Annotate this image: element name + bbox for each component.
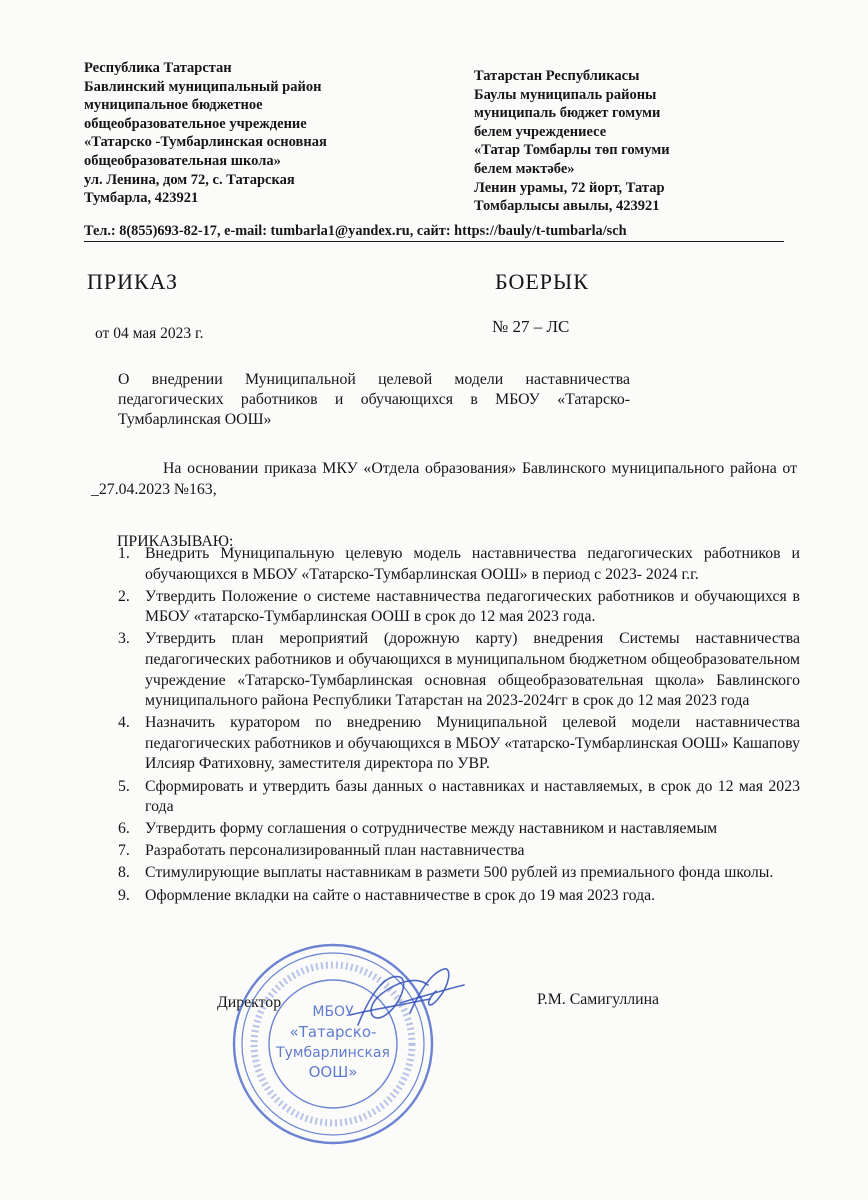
signature-name: Р.М. Самигуллина <box>537 991 660 1008</box>
header-left-line: Бавлинский муниципальный район <box>84 78 322 95</box>
header-left-line: Тумбарла, 423921 <box>84 190 199 207</box>
list-item <box>112 819 800 840</box>
item-text: Оформление вкладки на сайте о наставничестве в срок до 19 мая 2023 года. <box>145 886 656 904</box>
document-title-ru: ПРИКАЗ <box>87 269 179 294</box>
item-number: 9. <box>118 886 130 904</box>
header-left-line: общеобразовательная школа» <box>84 152 281 169</box>
item-number: 1. <box>118 545 130 562</box>
item-number: 2. <box>118 587 130 605</box>
item-text: Стимулирующие выплаты наставникам в размети 500 рублей из премиального фонда школы. <box>145 864 774 882</box>
header-right-block <box>474 67 774 216</box>
header-right-line: Баулы муниципаль районы <box>474 86 657 103</box>
header-right-line: Ленин урамы, 72 йорт, Татар <box>474 179 665 196</box>
list-item <box>112 777 800 818</box>
header-left-line: муниципальное бюджетное <box>84 97 263 114</box>
header-right-line: белем учреждениесе <box>474 123 607 140</box>
list-item <box>112 841 800 862</box>
header-left-line: «Татарско -Тумбарлинская основная <box>84 134 327 151</box>
header-right-line: белем мәктәбе» <box>474 160 575 177</box>
item-text: Внедрить Муниципальную целевую модель наставничества педагогических работников и обучающихся в МБОУ «Татарско-Тумбарлинская ООШ» в период с 2023- 2024 г.г. <box>145 545 800 583</box>
item-number: 7. <box>118 842 130 860</box>
item-number: 3. <box>118 630 130 648</box>
header-right-line: «Татар Томбарлы төп гомуми <box>474 142 670 159</box>
item-text: Сформировать и утвердить базы данных о наставниках и наставляемых, в срок до 12 мая 2023 года <box>145 777 800 816</box>
order-subject: О внедрении Муниципальной целевой модели наставничества педагогических работников и обучающихся в МБОУ «Татарско-Тумбарлинская ООШ» <box>118 371 630 428</box>
contact-line: Тел.: 8(855)693-82-17, e-mail: tumbarla1@yandex.ru, сайт: https://bauly/t-tumbarla/sch <box>84 223 784 242</box>
list-item <box>112 629 800 711</box>
item-number: 4. <box>118 714 130 732</box>
order-basis: На основании приказа МКУ «Отдела образования» Бавлинского муниципального района от _27.04.2023 №163, <box>91 460 797 498</box>
item-number: 5. <box>118 777 130 795</box>
order-label: ПРИКАЗЫВАЮ: <box>117 533 234 550</box>
stamp-line: Тумбарлинская <box>276 1045 390 1061</box>
stamp-line: МБОУ <box>312 1004 354 1020</box>
order-date: от 04 мая 2023 г. <box>95 325 204 342</box>
order-items-list <box>112 544 800 908</box>
stamp-line: «Татарско- <box>289 1023 377 1041</box>
stamp-line: ООШ» <box>308 1063 358 1081</box>
order-number: № 27 – ЛС <box>492 317 570 336</box>
item-text: Назначить куратором по внедрению Муниципальной целевой модели наставничества педагогических работников и обучающихся в МБОУ «татарско-Тумбарлинская ООШ» Кашапову Илсияр Фатиховну, заместителя директора по УВР. <box>145 714 800 773</box>
list-item <box>112 863 800 884</box>
header-left-block <box>84 59 424 208</box>
item-text: Утвердить форму соглашения о сотрудничестве между наставником и наставляемым <box>145 820 718 838</box>
director-signature <box>340 955 470 1040</box>
signature-position: Директор <box>217 994 282 1011</box>
header-right-line: Томбарлысы авылы, 423921 <box>474 198 660 215</box>
item-text: Разработать персонализированный план наставничества <box>145 842 525 860</box>
list-item <box>112 544 800 585</box>
list-item <box>112 886 800 907</box>
document-title-tt: БОЕРЫК <box>495 269 589 294</box>
header-right-line: муниципаль бюджет гомуми <box>474 105 661 122</box>
list-item <box>112 587 800 628</box>
list-item <box>112 713 800 775</box>
header-right-line: Татарстан Республикасы <box>474 68 640 84</box>
item-number: 6. <box>118 820 130 838</box>
header-left-line: Республика Татарстан <box>84 60 232 76</box>
header-left-line: ул. Ленина, дом 72, с. Татарская <box>84 171 295 188</box>
item-number: 8. <box>118 864 130 882</box>
header-left-line: общеобразовательное учреждение <box>84 115 307 132</box>
item-text: Утвердить план мероприятий (дорожную карту) внедрения Системы наставничества педагогических работников и обучающихся в муниципальном бюджетном общеобразовательном учреждение «Татарско-Тумбарлинская основная общеобразовательная щкола» Бавлинского муниципального района Республики Татарстан на 2023-2024гг в срок до 12 мая 2023 года <box>145 630 800 710</box>
item-text: Утвердить Положение о системе наставничества педагогических работников и обучающихся в МБОУ «татарско-Тумбарлинская ООШ в срок до 12 мая 2023 года. <box>145 587 800 626</box>
